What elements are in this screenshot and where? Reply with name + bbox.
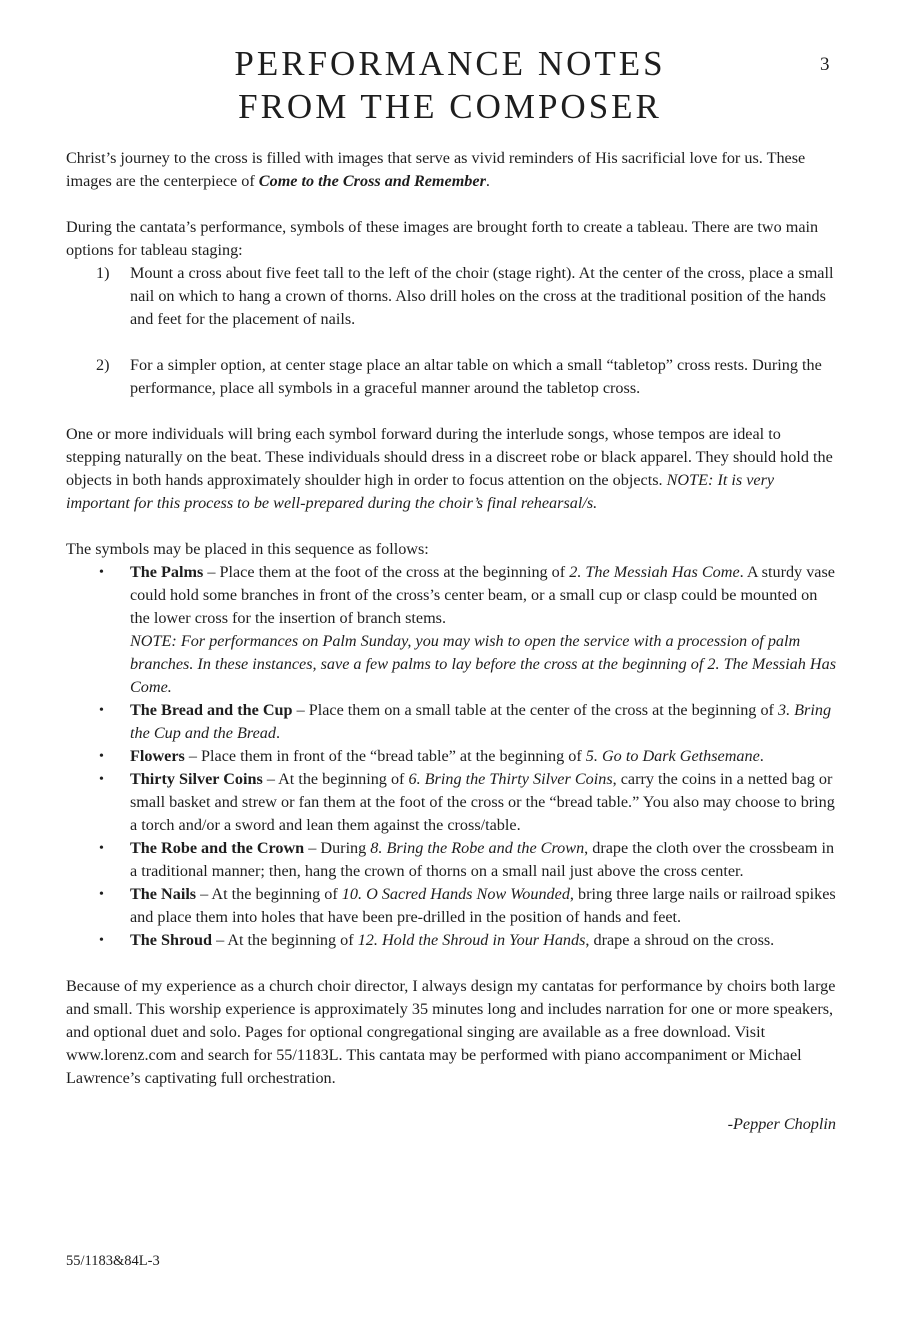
intro-paragraph [66,147,836,193]
symbol-item [66,768,836,837]
notes-body [66,147,836,1136]
symbol-name: The Robe and the Crown [130,839,305,857]
symbol-post: . A sturdy vase could hold some branches in front of the cross’s center beam, or a small cup or clasp could be mounted on the lower cross for the insertion of branch stems. [130,563,835,627]
symbol-pre: – Place them at the foot of the cross at the beginning of [203,563,570,581]
song-title: 5. Go to Dark Gethsemane [585,747,760,765]
song-title: 3. Bring the Cup and the Bread [130,701,832,742]
bullet-marker: • [99,772,104,787]
symbols-intro: The symbols may be placed in this sequence as follows: [66,540,429,558]
symbol-post: , bring three large nails or railroad spikes and place them into holes that have been pre-drilled in the position of hands and feet. [130,885,836,926]
staging-option [66,354,836,400]
option-number: 1) [96,264,110,282]
individuals-paragraph [66,423,836,515]
symbol-name: Thirty Silver Coins [130,770,263,788]
symbol-item [66,929,836,952]
title-line-1: PERFORMANCE NOTES [234,44,666,83]
symbol-post: , carry the coins in a netted bag or small basket and strew or fan them at the foot of the cross or the “bread table.” You also may choose to bring a torch and/or a sword and lean them against the cross/table. [130,770,835,834]
song-title: 2. The Messiah Has Come [569,563,740,581]
staging-options [66,262,836,400]
symbol-item [66,883,836,929]
catalog-number: 55/1183&84L-3 [66,1253,160,1269]
symbol-name: The Nails [130,885,197,903]
song-title: 6. Bring the Thirty Silver Coins [408,770,613,788]
work-title: Come to the Cross and Remember [258,172,486,190]
song-title: 12. Hold the Shroud in Your Hands [357,931,586,949]
symbol-post: , drape a shroud on the cross. [585,931,775,949]
symbol-note: NOTE: For performances on Palm Sunday, you may wish to open the service with a procession of palm branches. In these instances, save a few palms to lay before the cross at the beginning of 2. The Messiah Has Come. [130,632,837,696]
symbol-post: . [275,724,281,742]
bullet-marker: • [99,933,104,948]
option-number: 2) [96,356,110,374]
individuals-note: NOTE: It is very important for this process to be well-prepared during the choir’s final rehearsal/s. [66,471,775,512]
symbol-post: . [759,747,764,765]
individuals-text: One or more individuals will bring each symbol forward during the interlude songs, whose tempos are ideal to stepping naturally on the beat. These individuals should dress in a discreet robe or black apparel. They should hold the objects in both hands approximately shoulder high in order to focus attention on the objects. [66,425,833,489]
symbol-name: Flowers [130,747,185,765]
symbol-pre: – At the beginning of [212,931,358,949]
symbol-item [66,699,836,745]
symbol-name: The Bread and the Cup [130,701,293,719]
intro-end: . [485,172,490,190]
title-line-2: FROM THE COMPOSER [238,87,662,126]
symbol-pre: – Place them on a small table at the center of the cross at the beginning of [292,701,778,719]
song-title: 8. Bring the Robe and the Crown [370,839,585,857]
symbol-item [66,561,836,699]
bullet-marker: • [99,703,104,718]
symbol-pre: – At the beginning of [262,770,409,788]
symbol-name: The Shroud [130,931,213,949]
symbol-post: , drape the cloth over the crossbeam in a traditional manner; then, hang the crown of thorns on a small nail just above the cross center. [130,839,835,880]
page-number: 3 [820,54,830,75]
symbol-item [66,837,836,883]
staging-option [66,262,836,331]
symbol-name: The Palms [130,563,204,581]
closing-paragraph: Because of my experience as a church choir director, I always design my cantatas for performance by choirs both large and small. This worship experience is approximately 35 minutes long and includes narration for one or more speakers, and optional duet and solo. Pages for optional congregational singing are available as a free download. Visit www.lorenz.com and search for 55/1183L. This cantata may be performed with piano accompaniment or Michael Lawrence’s captivating full orchestration. [66,977,836,1087]
symbol-pre: – During [304,839,371,857]
option-text: For a simpler option, at center stage place an altar table on which a small “tabletop” cross rests. During the performance, place all symbols in a graceful manner around the tabletop cross. [130,356,822,397]
bullet-marker: • [99,749,104,764]
symbol-item [66,745,836,768]
symbol-pre: – At the beginning of [196,885,342,903]
bullet-marker: • [99,565,104,580]
signature: -Pepper Choplin [727,1115,836,1133]
option-text: Mount a cross about five feet tall to the left of the choir (stage right). At the center of the cross, place a small nail on which to hang a crown of thorns. Also drill holes on the cross at the traditional position of the hands and feet for the placement of nails. [130,264,834,328]
bullet-marker: • [99,887,104,902]
bullet-marker: • [99,841,104,856]
song-title: 10. O Sacred Hands Now Wounded [341,885,570,903]
symbols-list [66,561,836,952]
tableau-intro: During the cantata’s performance, symbols of these images are brought forth to create a tableau. There are two main options for tableau staging: [66,218,819,259]
symbol-pre: – Place them in front of the “bread table” at the beginning of [184,747,586,765]
intro-text: Christ’s journey to the cross is filled with images that serve as vivid reminders of His sacrificial love for us. These images are the centerpiece of [66,149,806,190]
page-title [0,42,900,128]
